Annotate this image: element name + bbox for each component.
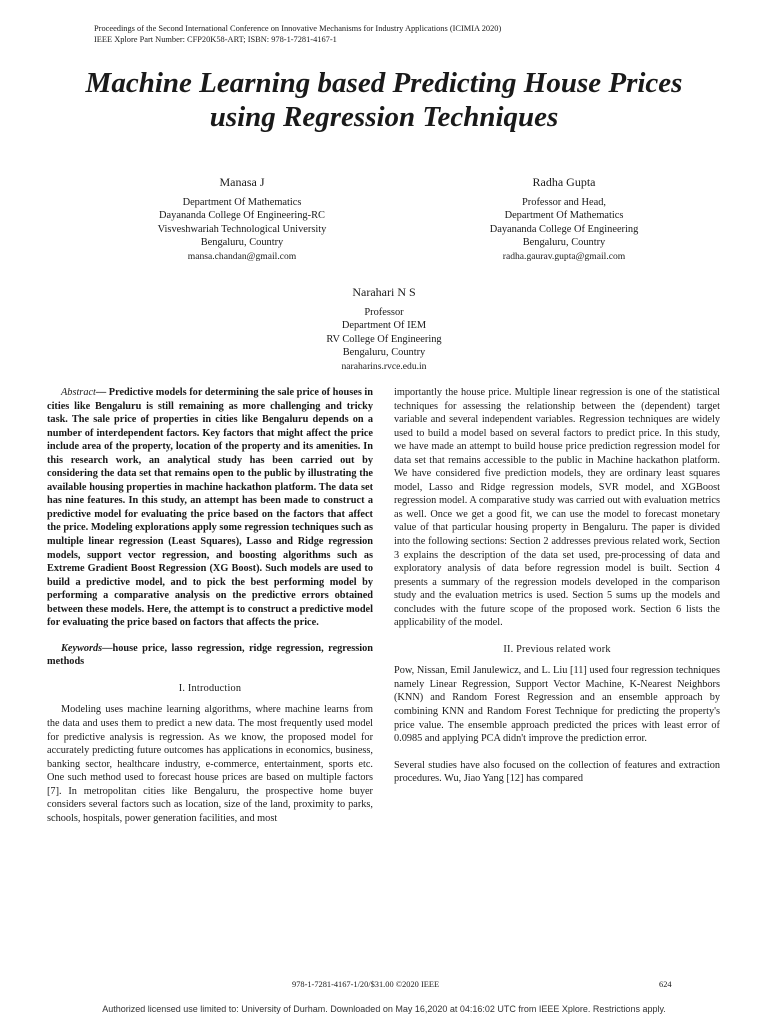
author-affiliation-line: Department Of IEM [341, 320, 427, 332]
related-work-paragraph-2: Several studies have also focused on the collection of features and extraction procedures. Wu, Jiao Yang [12] has compared [394, 759, 720, 785]
author-affiliation-line: Department Of Mathematics [182, 196, 302, 208]
author-affiliation-line: Bengaluru, Country [522, 237, 606, 249]
conference-name: Proceedings of the Second International Conference on Innovative Mechanisms for Industry Applications (ICIMIA 2020) [94, 24, 502, 33]
page-number: 624 [659, 980, 672, 989]
author-affiliation-line: Dayananda College Of Engineering [489, 223, 639, 235]
author-name: Radha Gupta [532, 175, 596, 189]
copyright-line: 978-1-7281-4167-1/20/$31.00 ©2020 IEEE [292, 980, 440, 989]
author-affiliation-line: Bengaluru, Country [200, 237, 284, 249]
section-heading-related-work: II. Previous related work [503, 643, 611, 655]
right-column [394, 386, 720, 786]
author-affiliation-line: Professor [364, 306, 404, 318]
author-affiliation-line: Visveshwariah Technological University [157, 223, 327, 235]
author-affiliation-line: RV College Of Engineering [326, 333, 442, 345]
keywords-label: Keywords— [61, 642, 113, 654]
abstract-text: Predictive models for determining the sale price of houses in cities like Bengaluru is still remaining as more challenging and tricky task. The sale price of properties in cities like Bengaluru depends on a number of interdependent factors. Key factors that might affect the price include area of the property, location of the property and its amenities. In this research work, an analytical study has been carried out by considering the data set that remains open to the public by illustrating the available housing properties in machine hackathon platform. The data set has nine features. In this study, an attempt has been made to construct a predictive model for evaluating the price based on the factors that affect the price. Modeling explorations apply some regression techniques such as multiple linear regression (Least Squares), Lasso and Ridge regression models, support vector regression, and boosting algorithms such as Extreme Gradient Boost Regression (XG Boost). Such models are used to build a predictive model, and to pick the best performing model by performing a comparative analysis on the predictive errors obtained between these models. Here, the attempt is to construct a predictive model for evaluating the price based on factors that affects the price. [47, 387, 373, 629]
license-notice: Authorized licensed use limited to: University of Durham. Downloaded on May 16,2020 at 04:16:02 UTC from IEEE Xplore. Restrictions apply. [102, 1004, 666, 1014]
paper-title [0, 66, 768, 134]
author-name: Narahari N S [352, 285, 416, 299]
author-block-3 [209, 286, 559, 374]
author-block-1 [67, 176, 417, 264]
section-heading-introduction: I. Introduction [178, 682, 242, 694]
introduction-continued-paragraph: importantly the house price. Multiple linear regression is one of the statistical techniques for assessing the relationship between the (dependent) target variable and several independent variables. Regression techniques are widely used to build a model based on several factors to predict price. In this study, we have made an attempt to build house price prediction regression model for data set that remains accessible to the public in Machine hackathon platform. We have considered five prediction models, they are ordinary least squares model, Lasso and Ridge regression models, SVR model, and XGBoost regression model. A comparative study was carried out with evaluation metrics as well. Once we get a good fit, we can use the model to forecast monetary value of that particular housing property in Bengaluru. The paper is divided into the following sections: Section 2 addresses previous related work, Section 3 explains the description of the data set used, pre-processing of data and exploratory analysis of data before regression model is built. Section 4 presents a summary of the regression models developed in the comparison study and the evaluation metrics is used. Section 5 sums up the models and concludes with the future scope of the proposed work. Section 6 lists the applicability of the model. [394, 387, 720, 629]
author-email: radha.gaurav.gupta@gmail.com [502, 250, 626, 262]
title-line-2: using Regression Techniques [209, 101, 559, 133]
keywords [47, 642, 373, 669]
author-email: mansa.chandan@gmail.com [187, 250, 297, 262]
author-affiliation-line: Professor and Head, [522, 196, 606, 208]
author-name: Manasa J [219, 175, 265, 189]
title-line-1: Machine Learning based Predicting House Prices [85, 67, 683, 99]
abstract [47, 386, 373, 630]
author-affiliation-line: Dayananda College Of Engineering-RC [159, 210, 325, 222]
author-affiliation-line: Department Of Mathematics [504, 210, 624, 222]
abstract-label: Abstract [61, 387, 96, 398]
conference-header [94, 24, 501, 45]
keywords-text: house price, lasso regression, ridge regression, regression methods [47, 642, 373, 668]
related-work-paragraph: Pow, Nissan, Emil Janulewicz, and L. Liu [11] used four regression techniques namely Linear Regression, Support Vector Machine, K-Nearest Neighbors (KNN) and Random Forest Regression and an ensemble approach by combining KNN and Random Forest Technique for predicting the property's price value. The ensemble approach predicted the prices with least error of 0.0985 and applying PCA didn't improve the prediction error. [394, 665, 720, 745]
abstract-dash: — [95, 387, 107, 398]
left-column [47, 386, 373, 825]
author-affiliation-line: Bengaluru, Country [342, 347, 426, 359]
part-number-isbn: IEEE Xplore Part Number: CFP20K58-ART; ISBN: 978-1-7281-4167-1 [94, 34, 337, 44]
author-email: naraharins.rvce.edu.in [341, 360, 427, 372]
introduction-paragraph: Modeling uses machine learning algorithms, where machine learns from the data and uses them to predict a new data. The most frequently used model for predictive analysis is regression. As we know, the proposed model for accurately predicting future outcomes has applications in economics, business, banking sector, healthcare industry, e-commerce, entertainment, sports etc. One such method used to forecast house prices are based on multiple factors [7]. In metropolitan cities like Bengaluru, the prospective home buyer considers several factors such as location, size of the land, proximity to parks, schools, hospitals, power generation facilities, and most [47, 704, 373, 824]
author-block-2 [389, 176, 739, 264]
